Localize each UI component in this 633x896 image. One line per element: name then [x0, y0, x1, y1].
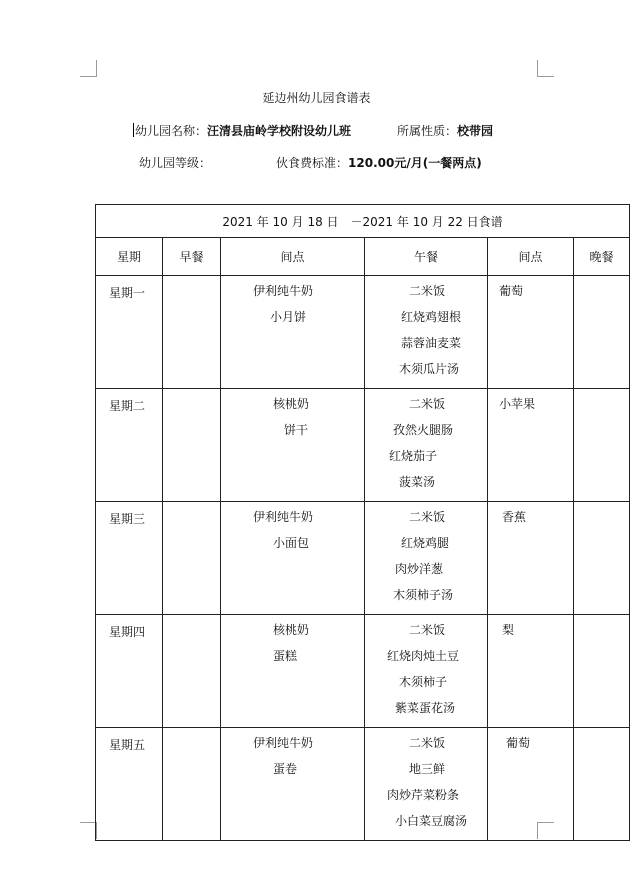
snack2-lines [488, 276, 573, 310]
menu-item: 伊利纯牛奶 [253, 510, 314, 524]
period-row [96, 205, 630, 238]
menu-item: 核桃奶 [273, 397, 310, 411]
snack1-lines [221, 389, 364, 449]
kindergarten-name: 汪清县庙岭学校附设幼儿班 [207, 124, 352, 138]
menu-item: 伊利纯牛奶 [253, 736, 314, 750]
table-row [96, 502, 630, 615]
fee-label: 伙食费标准： [276, 156, 349, 170]
snack1-lines [221, 502, 364, 562]
menu-item: 菠菜汤 [399, 475, 436, 489]
weekday-cell: 星期五 [96, 728, 163, 841]
breakfast-cell [163, 728, 221, 841]
lunch-lines [365, 728, 487, 840]
menu-item: 蛋糕 [273, 649, 298, 663]
lunch-cell [365, 728, 488, 841]
snack1-lines [221, 276, 364, 336]
morning-snack-cell [221, 389, 365, 502]
kindergarten-name-line[interactable] [133, 122, 351, 139]
dinner-cell [574, 615, 630, 728]
nature-label: 所属性质： [397, 124, 458, 138]
kindergarten-label: 幼儿园名称： [135, 124, 208, 138]
lunch-cell [365, 276, 488, 389]
menu-table [95, 204, 630, 841]
table-row [96, 728, 630, 841]
menu-item: 木须柿子汤 [393, 588, 454, 602]
menu-item: 小月饼 [270, 310, 307, 324]
dinner-cell [574, 389, 630, 502]
lunch-lines [365, 389, 487, 501]
snack1-lines [221, 728, 364, 788]
menu-item: 地三鲜 [409, 762, 446, 776]
menu-item: 二米饭 [409, 284, 446, 298]
snack2-lines [488, 728, 573, 762]
grade-line [139, 154, 211, 171]
morning-snack-cell [221, 276, 365, 389]
lunch-lines [365, 615, 487, 727]
text-cursor [133, 123, 134, 137]
dinner-cell [574, 276, 630, 389]
menu-item: 红烧鸡翅根 [401, 310, 462, 324]
menu-item: 葡萄 [499, 284, 524, 298]
header-dinner: 晚餐 [574, 238, 630, 276]
morning-snack-cell [221, 502, 365, 615]
menu-item: 二米饭 [409, 736, 446, 750]
fee-line [276, 154, 482, 171]
afternoon-snack-cell [488, 615, 574, 728]
menu-item: 木须瓜片汤 [399, 362, 460, 376]
header-afternoon-snack: 间点 [488, 238, 574, 276]
menu-item: 红烧肉炖土豆 [387, 649, 460, 663]
period-cell: 2021 年 10 月 18 日 －2021 年 10 月 22 日食谱 [96, 205, 630, 238]
afternoon-snack-cell [488, 728, 574, 841]
menu-item: 紫菜蛋花汤 [395, 701, 456, 715]
menu-item: 饼干 [284, 423, 309, 437]
afternoon-snack-cell [488, 502, 574, 615]
menu-body [96, 276, 630, 841]
lunch-lines [365, 502, 487, 614]
header-breakfast: 早餐 [163, 238, 221, 276]
breakfast-cell [163, 389, 221, 502]
snack2-lines [488, 615, 573, 649]
breakfast-cell [163, 502, 221, 615]
menu-item: 红烧鸡腿 [401, 536, 450, 550]
weekday-cell: 星期二 [96, 389, 163, 502]
menu-item: 孜然火腿肠 [393, 423, 454, 437]
snack2-lines [488, 502, 573, 536]
menu-item: 梨 [502, 623, 515, 637]
menu-item: 木须柿子 [399, 675, 448, 689]
menu-item: 蒜蓉油麦菜 [401, 336, 462, 350]
page-corner-mark-top-left [80, 60, 97, 77]
header-row [96, 238, 630, 276]
breakfast-cell [163, 615, 221, 728]
menu-item: 香蕉 [502, 510, 527, 524]
snack2-lines [488, 389, 573, 423]
nature-value: 校带园 [457, 124, 494, 138]
snack1-lines [221, 615, 364, 675]
fee-value: 120.00元/月(一餐两点) [348, 156, 482, 170]
weekday-cell: 星期四 [96, 615, 163, 728]
dinner-cell [574, 502, 630, 615]
afternoon-snack-cell [488, 389, 574, 502]
menu-item: 小苹果 [499, 397, 536, 411]
header-lunch: 午餐 [365, 238, 488, 276]
menu-item: 肉炒洋葱 [395, 562, 444, 576]
menu-item: 二米饭 [409, 510, 446, 524]
menu-item: 葡萄 [506, 736, 531, 750]
nature-line [397, 122, 493, 139]
menu-item: 蛋卷 [273, 762, 298, 776]
table-row [96, 615, 630, 728]
header-morning-snack: 间点 [221, 238, 365, 276]
menu-item: 小白菜豆腐汤 [395, 814, 468, 828]
document-title: 延边州幼儿园食谱表 [262, 91, 371, 105]
dinner-cell [574, 728, 630, 841]
lunch-cell [365, 502, 488, 615]
grade-label: 幼儿园等级： [139, 156, 212, 170]
table-row [96, 276, 630, 389]
menu-item: 核桃奶 [273, 623, 310, 637]
morning-snack-cell [221, 728, 365, 841]
weekday-cell: 星期一 [96, 276, 163, 389]
weekday-cell: 星期三 [96, 502, 163, 615]
page-corner-mark-top-right [537, 60, 554, 77]
menu-item: 二米饭 [409, 623, 446, 637]
menu-item: 红烧茄子 [389, 449, 438, 463]
menu-item: 小面包 [273, 536, 310, 550]
menu-item: 二米饭 [409, 397, 446, 411]
lunch-lines [365, 276, 487, 388]
table-row [96, 389, 630, 502]
breakfast-cell [163, 276, 221, 389]
lunch-cell [365, 615, 488, 728]
menu-item: 肉炒芹菜粉条 [387, 788, 460, 802]
morning-snack-cell [221, 615, 365, 728]
header-weekday: 星期 [96, 238, 163, 276]
afternoon-snack-cell [488, 276, 574, 389]
menu-item: 伊利纯牛奶 [253, 284, 314, 298]
lunch-cell [365, 389, 488, 502]
